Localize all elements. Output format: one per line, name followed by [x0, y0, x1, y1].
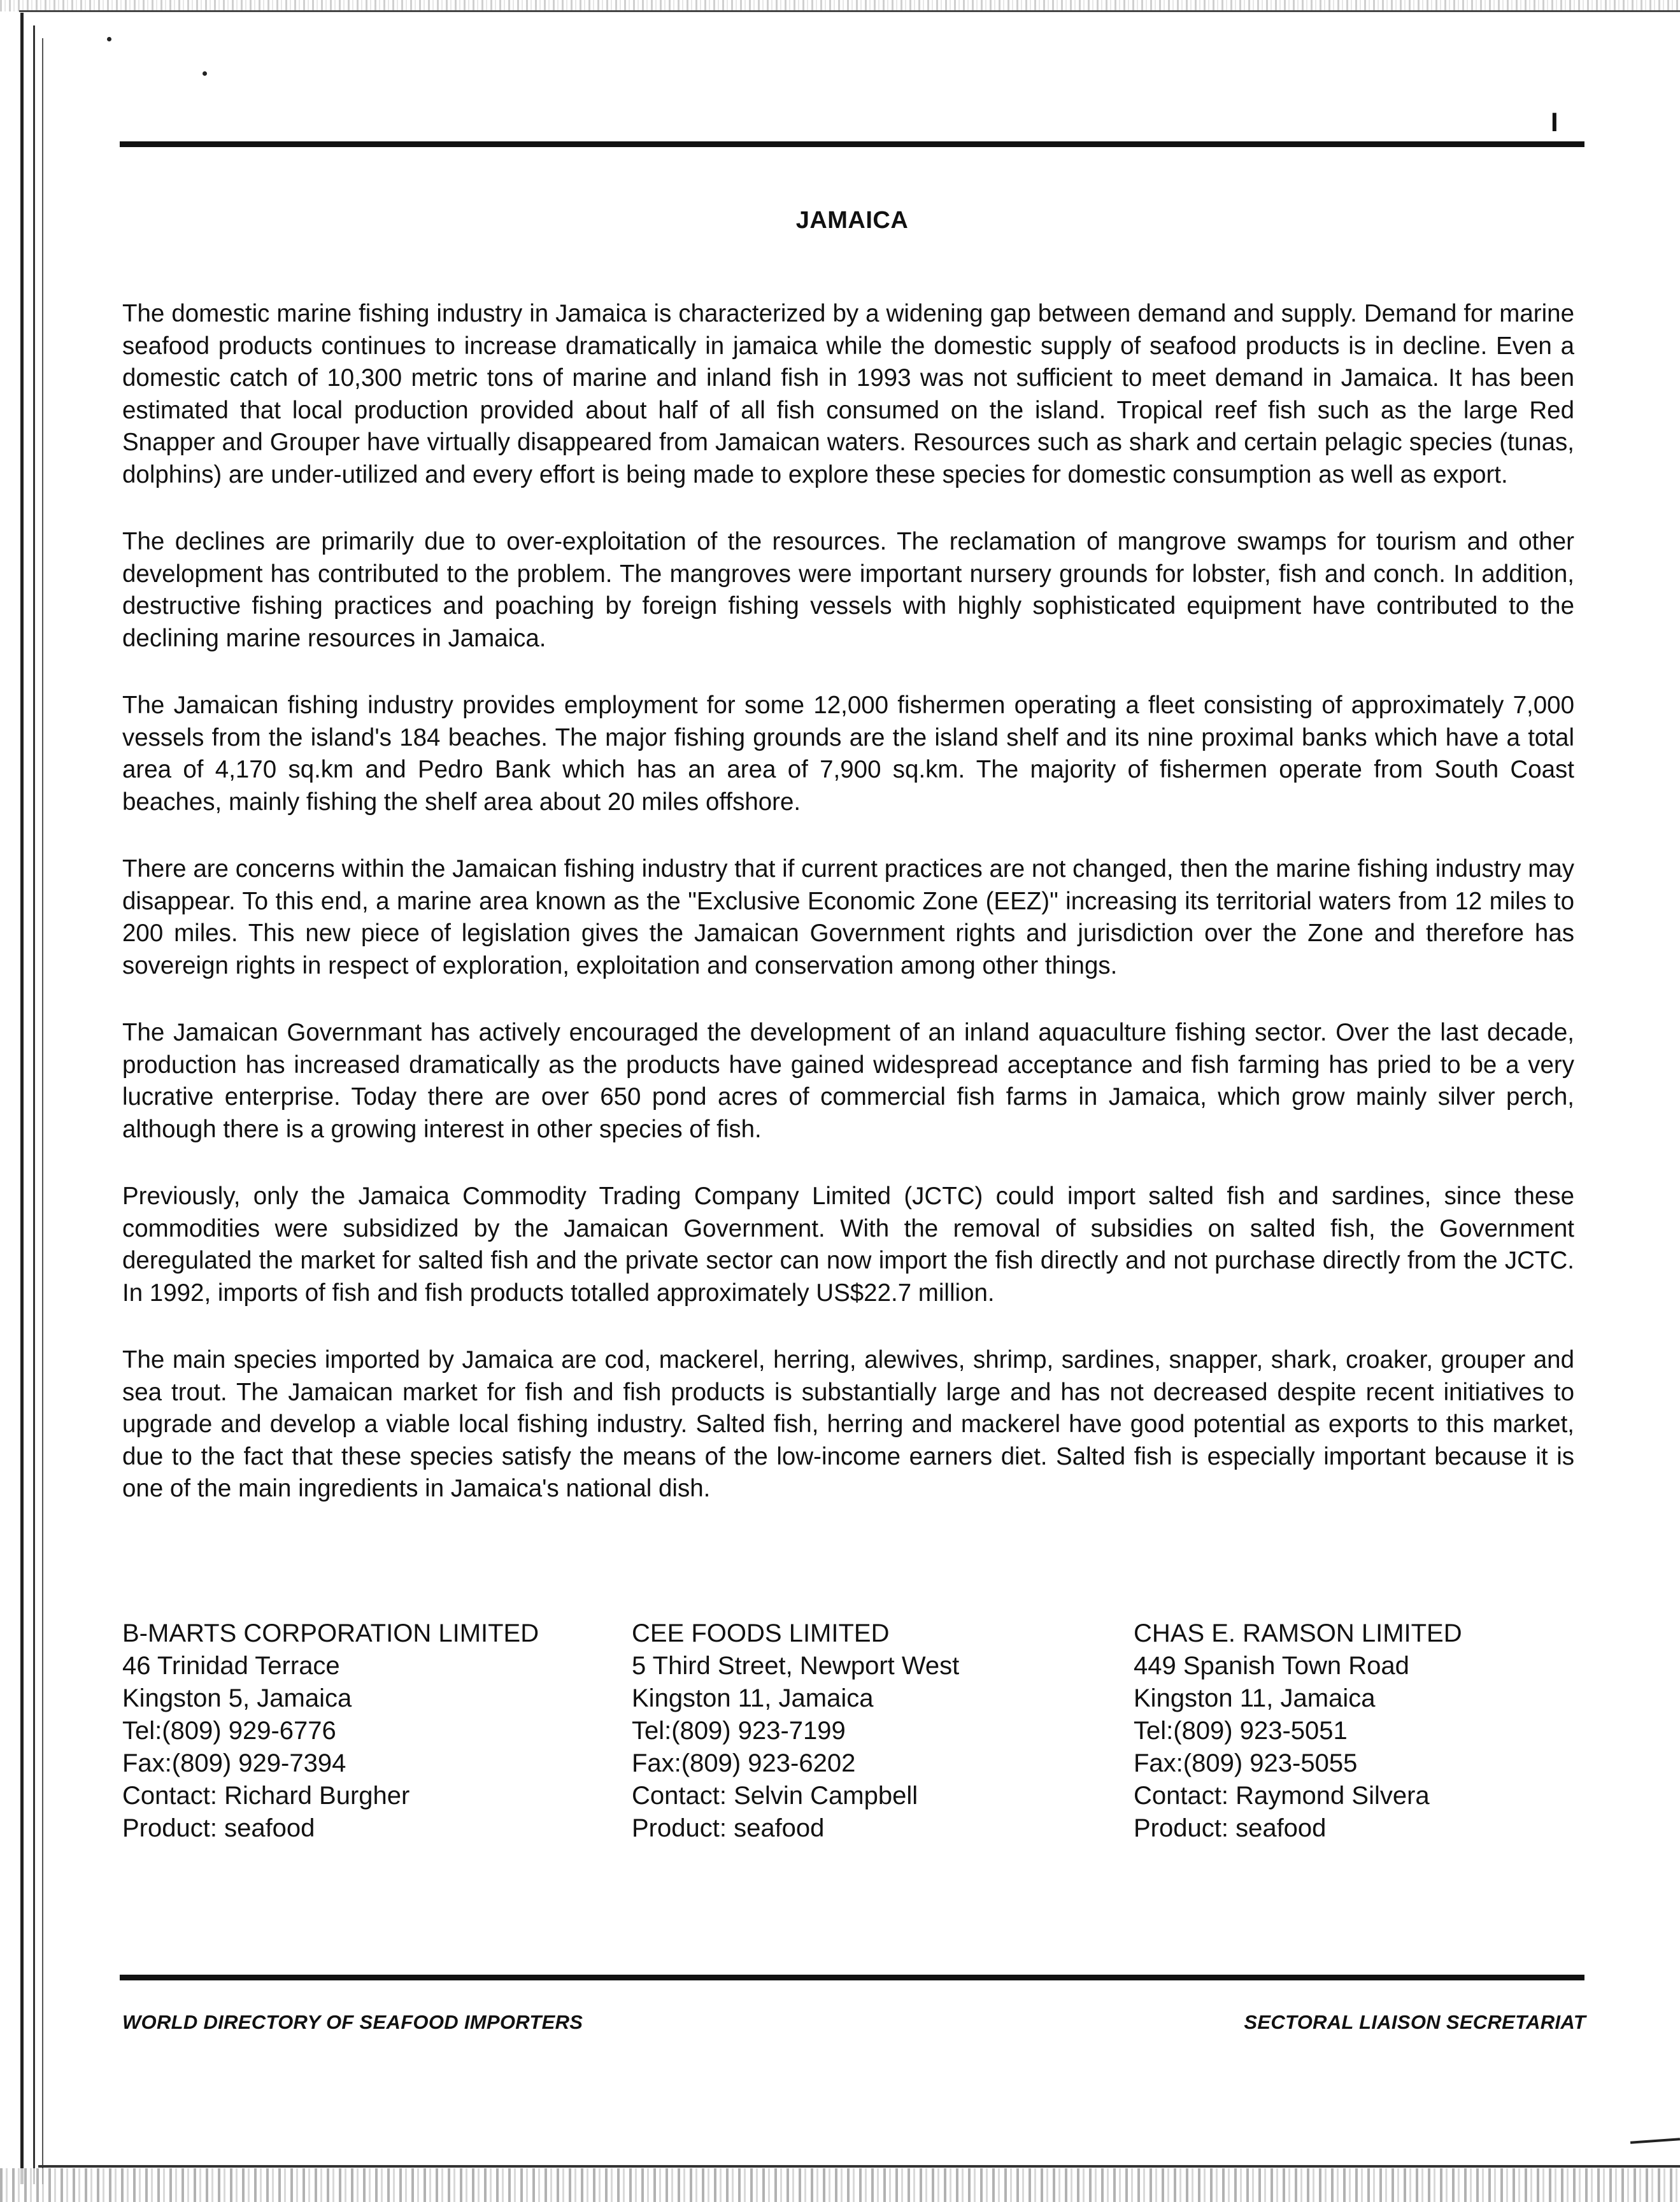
- header-rule: [120, 141, 1584, 147]
- company-name: CEE FOODS LIMITED: [632, 1619, 890, 1647]
- company-contact: Contact: Richard Burgher: [122, 1782, 410, 1810]
- body-text: [122, 298, 1574, 1540]
- paragraph: The Jamaican fishing industry provides employment for some 12,000 fishermen operating a fleet consisting of approximately 7,000 vessels from the island's 184 beaches. The major fishing grounds are the island shelf and its nine proximal banks which have a total area of 4,170 sq.km and Pedro Bank which has an area of 7,900 sq.km. The majority of fishermen operate from South Coast beaches, mainly fishing the shelf area about 20 miles offshore.: [122, 692, 1574, 816]
- scan-border-top: [19, 10, 1680, 12]
- company-tel: Tel:(809) 923-5051: [1134, 1717, 1348, 1745]
- page-number: I: [1551, 107, 1558, 137]
- paragraph: The domestic marine fishing industry in Jamaica is characterized by a widening gap between demand and supply. Demand for marine seafood products continues to increase dramatically in jamaica while the domestic supply of seafood products is in decline. Even a domestic catch of 10,300 metric tons of marine and inland fish in 1993 was not sufficient to meet demand in Jamaica. It has been estimated that local production provided about half of all fish consumed on the island. Tropical reef fish such as the large Red Snapper and Grouper have virtually disappeared from Jamaican waters. Resources such as shark and certain pelagic species (tunas, dolphins) are under-utilized and every effort is being made to explore these species for domestic consumption as well as export.: [122, 300, 1574, 488]
- company-address-line1: 449 Spanish Town Road: [1134, 1652, 1409, 1680]
- scan-border-left-faint: [42, 38, 43, 2184]
- company-name: CHAS E. RAMSON LIMITED: [1134, 1619, 1462, 1647]
- company-address-line2: Kingston 11, Jamaica: [1134, 1684, 1376, 1712]
- paragraph: The main species imported by Jamaica are cod, mackerel, herring, alewives, shrimp, sardines, snapper, shark, croaker, grouper and sea trout. The Jamaican market for fish and fish products is substantially large and has not decreased despite recent initiatives to upgrade and develop a viable local fishing industry. Salted fish, herring and mackerel have good potential as exports to this market, due to the fact that these species satisfy the means of the low-income earners diet. Salted fish is especially important because it is one of the main ingredients in Jamaica's national dish.: [122, 1346, 1574, 1502]
- paragraph: The declines are primarily due to over-exploitation of the resources. The reclamation of mangrove swamps for tourism and other development has contributed to the problem. The mangroves were important nursery grounds for lobster, fish and conch. In addition, destructive fishing practices and poaching by foreign fishing vessels with highly sophisticated equipment have contributed to the declining marine resources in Jamaica.: [122, 528, 1574, 652]
- footer-publisher: SECTORAL LIAISON SECRETARIAT: [1244, 2011, 1586, 2033]
- company-product: Product: seafood: [1134, 1814, 1327, 1842]
- scan-corner-mark: [1630, 2138, 1680, 2143]
- company-contact: Contact: Raymond Silvera: [1134, 1782, 1430, 1810]
- company-listings: [122, 1617, 1587, 1847]
- company-product: Product: seafood: [632, 1814, 825, 1842]
- company-entry: [632, 1617, 1116, 1845]
- company-contact: Contact: Selvin Campbell: [632, 1782, 918, 1810]
- company-address-line2: Kingston 11, Jamaica: [632, 1684, 874, 1712]
- paragraph: There are concerns within the Jamaican fishing industry that if current practices are not changed, then the marine fishing industry may disappear. To this end, a marine area known as the "Exclusive Economic Zone (EEZ)" increasing its territorial waters from 12 miles to 200 miles. This new piece of legislation gives the Jamaican Government rights and jurisdiction over the Zone and therefore has sovereign rights in respect of exploration, exploitation and conservation among other things.: [122, 855, 1574, 979]
- scan-border-left-inner: [33, 25, 35, 2184]
- company-address-line2: Kingston 5, Jamaica: [122, 1684, 352, 1712]
- company-fax: Fax:(809) 923-6202: [632, 1749, 856, 1777]
- company-entry: [122, 1617, 606, 1845]
- footer-publication-title: WORLD DIRECTORY OF SEAFOOD IMPORTERS: [122, 2011, 583, 2033]
- company-tel: Tel:(809) 929-6776: [122, 1717, 336, 1745]
- footer-rule: [120, 1975, 1584, 1980]
- company-product: Product: seafood: [122, 1814, 315, 1842]
- scan-speck: [107, 37, 111, 41]
- company-name: B-MARTS CORPORATION LIMITED: [122, 1619, 539, 1647]
- company-fax: Fax:(809) 923-5055: [1134, 1749, 1358, 1777]
- scan-edge-bottom: [0, 2168, 1680, 2202]
- scan-speck: [203, 71, 207, 76]
- scan-border-left: [20, 13, 24, 2184]
- scan-border-bottom: [38, 2165, 1680, 2168]
- paragraph: The Jamaican Governmant has actively encouraged the development of an inland aquaculture fishing sector. Over the last decade, production has increased dramatically as the products have gained widespread acceptance and fish farming has pried to be a very lucrative enterprise. Today there are over 650 pond acres of commercial fish farms in Jamaica, which grow mainly silver perch, although there is a growing interest in other species of fish.: [122, 1019, 1574, 1143]
- paragraph: Previously, only the Jamaica Commodity Trading Company Limited (JCTC) could import salted fish and sardines, since these commodities were subsidized by the Jamaican Government. With the removal of subsidies on salted fish, the Government deregulated the market for salted fish and the private sector can now import the fish directly and not purchase directly from the JCTC. In 1992, imports of fish and fish products totalled approximately US$22.7 million.: [122, 1183, 1574, 1307]
- company-fax: Fax:(809) 929-7394: [122, 1749, 346, 1777]
- company-address-line1: 46 Trinidad Terrace: [122, 1652, 340, 1680]
- page-title: JAMAICA: [795, 207, 909, 234]
- company-address-line1: 5 Third Street, Newport West: [632, 1652, 960, 1680]
- company-tel: Tel:(809) 923-7199: [632, 1717, 846, 1745]
- company-entry: [1134, 1617, 1618, 1845]
